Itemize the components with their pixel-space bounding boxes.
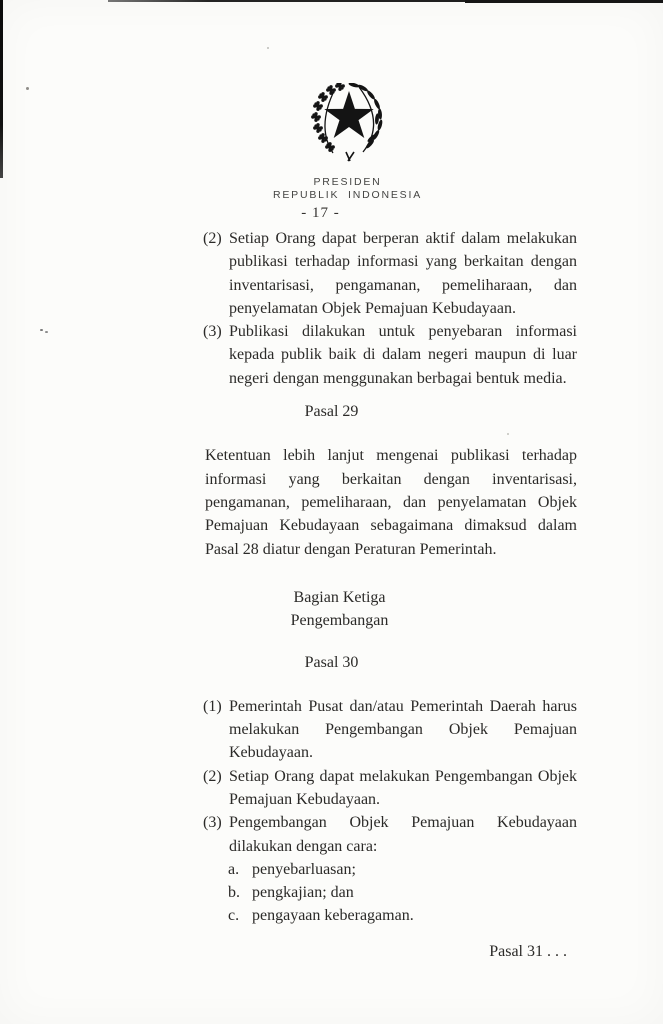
catchword-next-section: Pasal 31 . . . xyxy=(489,942,567,960)
page-number: - 17 - xyxy=(301,205,340,221)
list-item-text: Setiap Orang dapat berperan aktif dalam melakukan publikasi terhadap informasi yang berkaitan dengan inventarisasi, pengamanan, pemeliharaan, dan penyelamatan Objek Pemajuan Kebudayaan. xyxy=(229,230,577,317)
sub-list-item-text: pengayaan keberagaman. xyxy=(252,907,414,925)
list-item-text: Pemerintah Pusat dan/atau Pemerintah Daerah harus melakukan Pengembangan Objek Pemajuan Kebudayaan. xyxy=(229,697,577,762)
bagian-ketiga-line1: Bagian Ketiga xyxy=(293,588,386,606)
sub-list-item-marker: b. xyxy=(228,884,240,902)
scan-edge-left-artifact xyxy=(0,0,3,178)
scan-speck xyxy=(26,87,29,90)
scan-speck xyxy=(40,329,43,331)
list-item xyxy=(205,695,577,765)
list-item-marker: (1) xyxy=(203,697,222,715)
scan-speck xyxy=(45,331,48,333)
letterhead xyxy=(16,176,663,201)
list-item xyxy=(205,227,577,320)
list-item-text: Pengembangan Objek Pemajuan Kebudayaan dilakukan dengan cara: xyxy=(229,814,577,855)
sub-list-item xyxy=(205,858,577,881)
list-item-marker: (2) xyxy=(203,230,222,247)
list-item-text: Publikasi dilakukan untuk penyebaran informasi kepada publik baik di dalam negeri maupun di luar negeri dengan menggunakan berbagai bentuk media. xyxy=(229,323,577,387)
sub-list-item-text: pengkajian; dan xyxy=(252,884,354,902)
list-item xyxy=(205,811,577,858)
section-heading-pasal-30: Pasal 30 xyxy=(304,654,359,672)
sub-list-item-marker: c. xyxy=(228,907,240,925)
sub-list-item xyxy=(205,904,577,927)
section-heading-pasal-29: Pasal 29 xyxy=(304,403,359,421)
scan-edge-top-artifact-dark xyxy=(465,0,663,3)
list-item-text: Setiap Orang dapat melakukan Pengembangan Objek Pemajuan Kebudayaan. xyxy=(229,767,577,808)
paragraph-pasal-29: Ketentuan lebih lanjut mengenai publikasi terhadap informasi yang berkaitan dengan inventarisasi, pengamanan, pemeliharaan, dan penyelamatan Objek Pemajuan Kebudayaan sebagaimana dimaksud dalam Pasal 28 diatur dengan Peraturan Pemerintah. xyxy=(205,447,577,558)
sub-list-item-marker: a. xyxy=(228,860,240,878)
sub-list-item xyxy=(205,881,577,904)
pasal-30-list xyxy=(205,695,577,928)
document-body xyxy=(205,227,577,963)
section-heading-bagian-ketiga xyxy=(8,586,663,633)
letterhead-title-line2: REPUBLIK INDONESIA xyxy=(272,188,422,201)
bagian-ketiga-line2: Pengembangan xyxy=(290,612,389,630)
presidential-star-wreath-emblem xyxy=(302,83,394,163)
list-item-marker: (3) xyxy=(203,814,222,832)
letterhead-title-line1: PRESIDEN xyxy=(313,176,382,188)
list-item xyxy=(205,765,577,812)
list-item xyxy=(205,320,577,390)
sub-list-item-text: penyebarluasan; xyxy=(252,860,356,878)
scan-speck xyxy=(267,47,269,49)
list-item-marker: (3) xyxy=(203,323,222,341)
list-item-marker: (2) xyxy=(203,767,222,785)
